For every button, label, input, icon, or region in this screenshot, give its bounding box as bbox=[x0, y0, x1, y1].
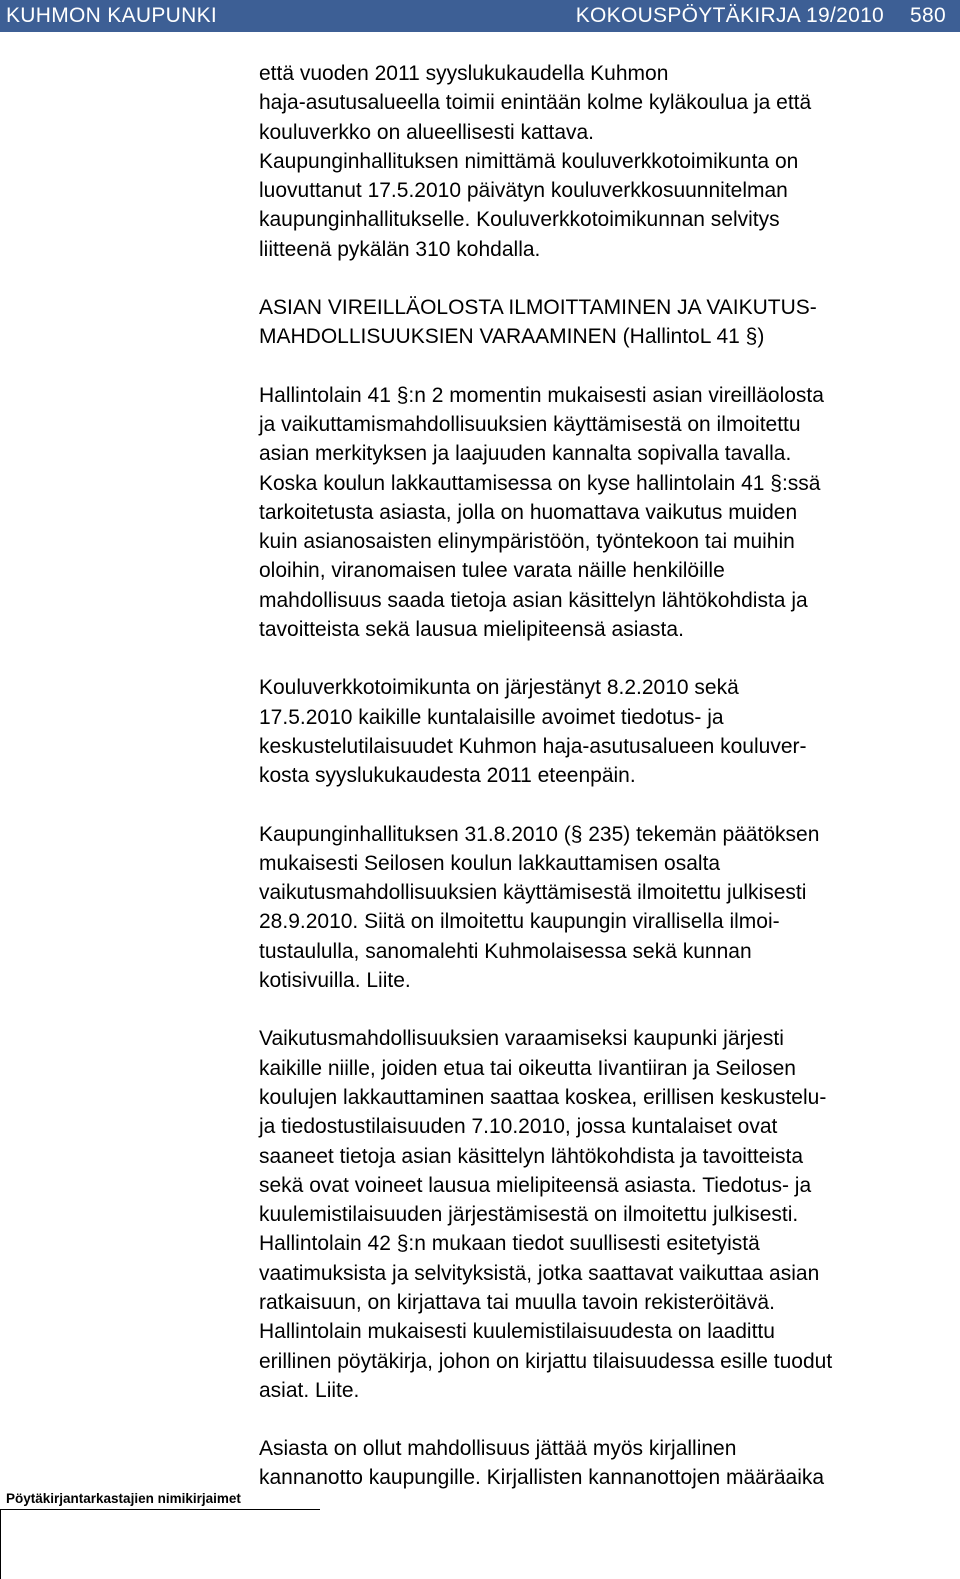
document-title: KOKOUSPÖYTÄKIRJA 19/2010 bbox=[575, 4, 885, 27]
paragraph-hallintolaki: Hallintolain 41 §:n 2 momentin mukaisesti asian vireilläolosta ja vaikuttamismahdollisuuksien käyttämisestä on ilmoitettu asian merkityksen ja laajuuden kannalta sopivalla tavalla. Koska koulun lakkauttamisessa on kyse hallintolain 41 §:ssä tarkoitetusta asiasta, jolla on huomattava vaikutus muiden kuin asianosaisten elinympäristöön, työntekoon tai muihin oloihin, viranomaisen tulee varata näille henkilöille mahdollisuus saada tietoja asian käsittelyn lähtökohdista ja tavoitteista sekä lausua mielipiteensä asiasta. bbox=[259, 383, 824, 642]
page-number: 580 bbox=[910, 4, 946, 27]
signature-line bbox=[0, 1509, 320, 1510]
paragraph-intro: että vuoden 2011 syyslukukaudella Kuhmon haja-asutusalueella toimii enintään kolme kyläkoulua ja että kouluverkko on alueellisesti kattava. Kaupunginhallituksen nimittämä kouluverkkotoimikunta on luovuttanut 17.5.2010 päivätyn kouluverkkosuunnitelman kaupunginhallitukselle. Kouluverkkotoimikunnan selvitys liitteenä pykälän 310 kohdalla. bbox=[259, 62, 812, 261]
header-right bbox=[576, 0, 946, 32]
organization-name: KUHMON KAUPUNKI bbox=[6, 4, 218, 27]
paragraph-tilaisuudet: Kouluverkkotoimikunta on järjestänyt 8.2.2010 sekä 17.5.2010 kaikille kuntalaisille avoimet tiedotus- ja keskustelutilaisuudet Kuhmon haja-asutusalueen kouluver- kosta syyslukukaudesta 2011 eteenpäin. bbox=[259, 676, 807, 788]
page-header bbox=[0, 0, 960, 32]
paragraph-kaupunginhallitus: Kaupunginhallituksen 31.8.2010 (§ 235) tekemän päätöksen mukaisesti Seilosen koulun lakkauttamisen osalta vaikutusmahdollisuuksien käyttämisestä ilmoitettu julkisesti 28.9.2010. Siitä on ilmoitettu kaupungin virallisella ilmoi- tustaululla, sanomalehti Kuhmolaisessa sekä kunnan kotisivuilla. Liite. bbox=[259, 822, 820, 993]
paragraph-vaikutusmahdollisuudet: Vaikutusmahdollisuuksien varaamiseksi kaupunki järjesti kaikille niille, joiden etua tai oikeutta Iivantiiran ja Seilosen koulujen lakkauttaminen saattaa koskea, erillisen keskustelu- ja tiedostustilaisuuden 7.10.2010, jossa kuntalaiset ovat saaneet tietoja asian käsittelyn lähtökohdista ja tavoitteista sekä ovat voineet lausua mielipiteensä asiasta. Tiedotus- ja kuulemistilaisuuden järjestämisestä on ilmoitettu julkisesti. Hallintolain 42 §:n mukaan tiedot suullisesti esitetyistä vaatimuksista ja selvityksistä, jotka saattavat vaikuttaa asian ratkaisuun, on kirjattava tai muulla tavoin rekisteröitävä. Hallintolain mukaisesti kuulemistilaisuudesta on laadittu erillinen pöytäkirja, johon on kirjattu tilaisuudessa esille tuodut asiat. Liite. bbox=[259, 1027, 833, 1402]
signature-box-edge bbox=[0, 1509, 1, 1579]
section-heading: ASIAN VIREILLÄOLOSTA ILMOITTAMINEN JA VAIKUTUS- MAHDOLLISUUKSIEN VARAAMINEN (HallintoL 41 §) bbox=[259, 296, 817, 349]
paragraph-kannanotto: Asiasta on ollut mahdollisuus jättää myös kirjallinen kannanotto kaupungille. Kirjallisten kannanottojen määräaika bbox=[259, 1437, 825, 1490]
signature-label: Pöytäkirjantarkastajien nimikirjaimet bbox=[6, 1491, 241, 1506]
document-body bbox=[259, 59, 959, 1493]
